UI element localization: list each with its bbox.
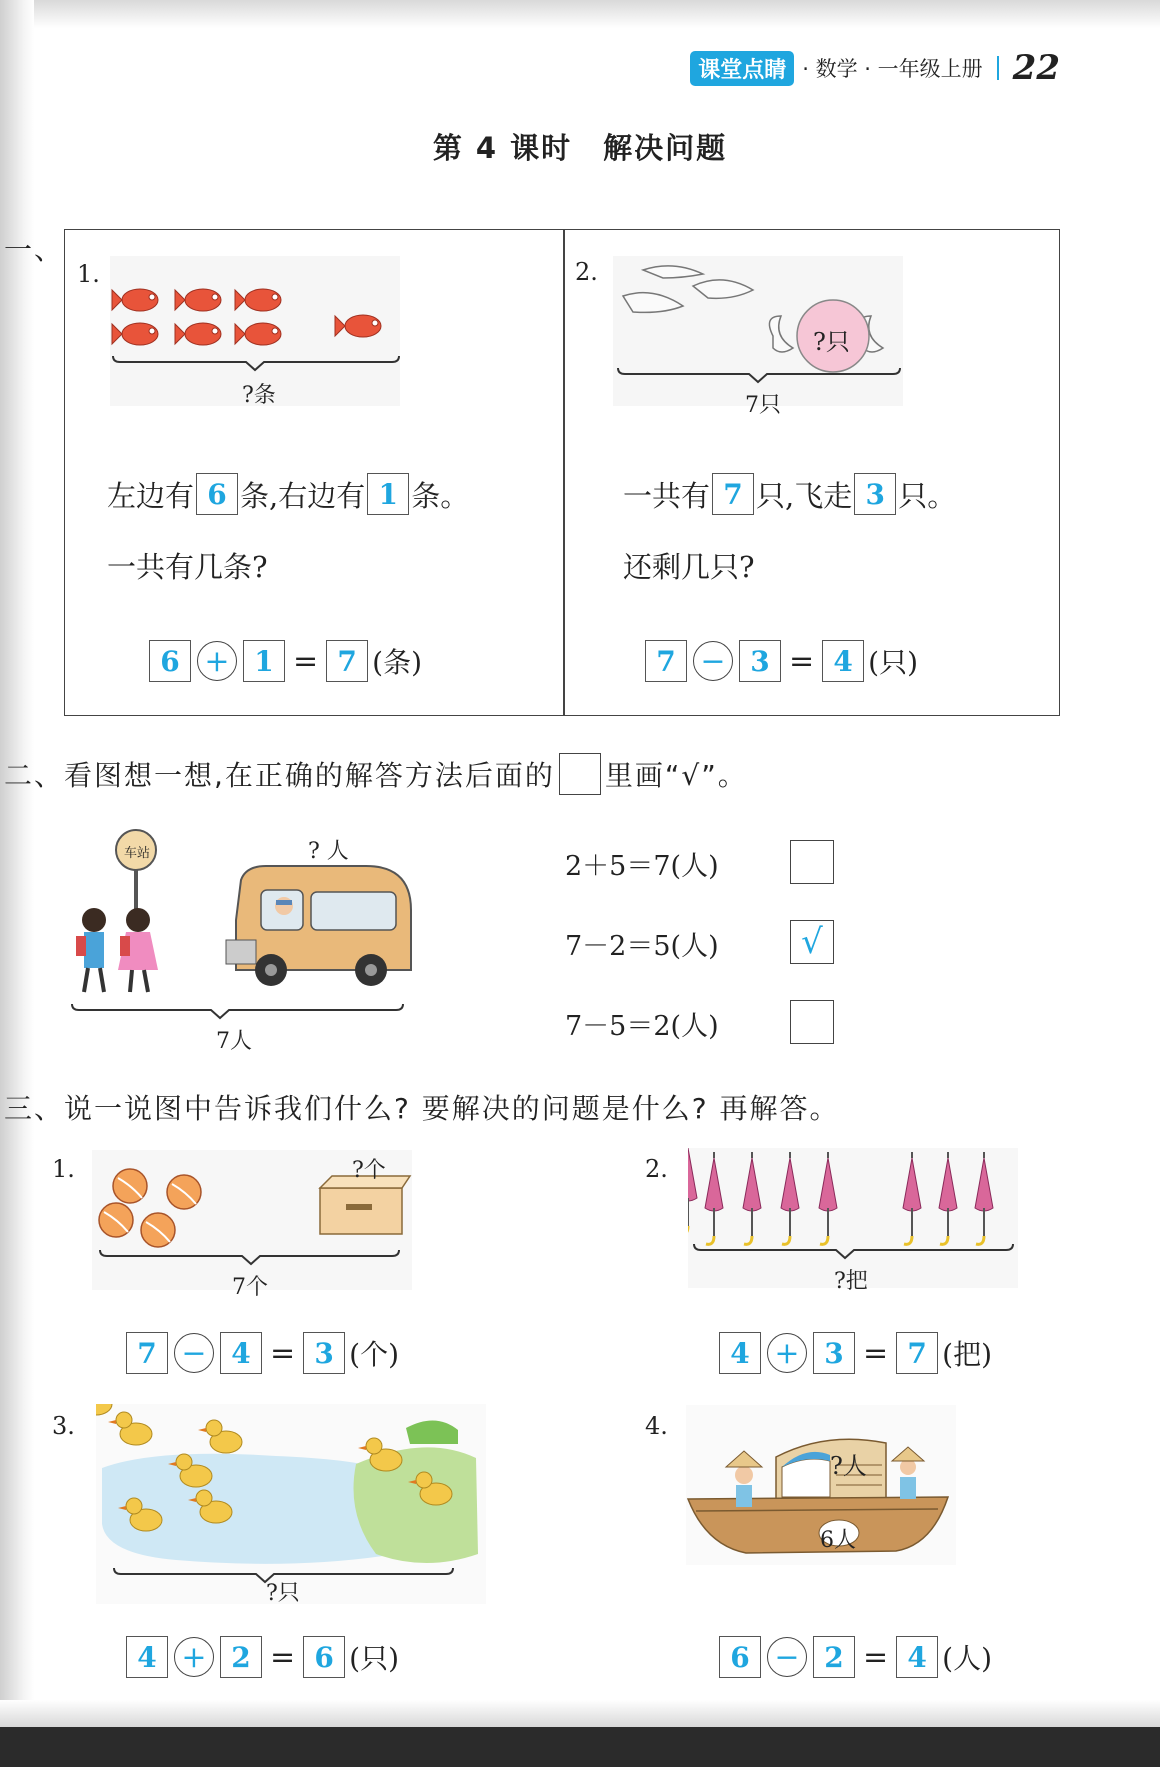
q2-question: 还剩几只? (623, 550, 755, 584)
unit-label: (个) (349, 1338, 399, 1371)
page-number: 22 (1012, 48, 1060, 88)
unit-label: (人) (942, 1642, 992, 1675)
answer-box[interactable]: 4 (896, 1636, 938, 1678)
balls-total-label: 7个 (232, 1275, 268, 1300)
operator-circle[interactable]: − (767, 1637, 807, 1677)
answer-box[interactable]: 1 (367, 473, 409, 515)
unit-label: (把) (942, 1338, 992, 1371)
lesson-title: 第 4 课时 解决问题 (432, 131, 728, 165)
q1-equation (147, 640, 422, 682)
page-header (690, 48, 1060, 88)
text: 条,右边有 (240, 478, 366, 513)
text: 只。 (898, 478, 957, 513)
answer-box[interactable]: 3 (854, 473, 896, 515)
operator-circle[interactable]: − (174, 1333, 214, 1373)
option-checkbox[interactable] (790, 840, 834, 884)
geese-illustration (613, 256, 903, 406)
answer-box[interactable]: 6 (196, 473, 238, 515)
boat-total-label: 6人 (820, 1528, 856, 1553)
viewer-bottom-bar (0, 1727, 1160, 1767)
section-3-title: 三、说一说图中告诉我们什么? 要解决的问题是什么? 再解答。 (4, 1092, 840, 1125)
question-number: 2. (575, 258, 598, 286)
cabin-unknown-label: ?人 (830, 1452, 867, 1480)
option-checkbox[interactable] (790, 1000, 834, 1044)
question-number: 2. (645, 1155, 668, 1183)
geese-remaining-bubble: ?只 (813, 328, 850, 356)
bus-stop-sign: 车站 (124, 846, 151, 861)
answer-box[interactable]: 7 (326, 640, 368, 682)
answer-box[interactable]: 6 (719, 1636, 761, 1678)
answer-box[interactable]: 7 (126, 1332, 168, 1374)
ducks-illustration (96, 1404, 486, 1604)
answer-box[interactable]: 3 (813, 1332, 855, 1374)
text: 里画“√”。 (604, 759, 748, 792)
ducks-total-label: ?只 (266, 1581, 300, 1606)
answer-box[interactable]: 7 (896, 1332, 938, 1374)
page-bottom-shadow (0, 1700, 1160, 1727)
umbrellas-total-label: ?把 (834, 1269, 868, 1294)
equals-sign: = (270, 1335, 296, 1371)
unit-label: (条) (372, 646, 422, 679)
q2-equation (643, 640, 918, 682)
section-1-label: 一、 (4, 233, 65, 266)
section-2-title (4, 753, 748, 795)
example-box (559, 753, 601, 795)
answer-box[interactable]: 3 (739, 640, 781, 682)
unit-label: (只) (349, 1642, 399, 1675)
question-number: 4. (645, 1412, 668, 1440)
equals-sign: = (863, 1639, 889, 1675)
header-divider (997, 56, 999, 80)
s3-q1-equation (124, 1332, 399, 1374)
answer-box[interactable]: 2 (813, 1636, 855, 1678)
text: 二、看图想一想,在正确的解答方法后面的 (4, 759, 555, 792)
answer-box[interactable]: 4 (719, 1332, 761, 1374)
option-checkbox-checked[interactable]: √ (790, 920, 834, 964)
text: 左边有 (107, 478, 195, 513)
answer-box[interactable]: 4 (126, 1636, 168, 1678)
answer-box[interactable]: 4 (822, 640, 864, 682)
operator-circle[interactable]: + (197, 641, 237, 681)
question-number: 1. (77, 260, 100, 288)
unit-label: (只) (868, 646, 918, 679)
s3-q2-equation (717, 1332, 992, 1374)
equals-sign: = (863, 1335, 889, 1371)
option-row: 7－2＝5(人) (565, 931, 719, 962)
answer-box[interactable]: 2 (220, 1636, 262, 1678)
q1-statement (107, 473, 469, 515)
answer-box[interactable]: 6 (149, 640, 191, 682)
text: 只,飞走 (756, 478, 853, 513)
answer-box[interactable]: 6 (303, 1636, 345, 1678)
text: 条。 (411, 478, 470, 513)
q1-question: 一共有几条? (107, 550, 268, 584)
q2-statement (623, 473, 956, 515)
text: 一共有 (623, 478, 711, 513)
box-unknown-label: ?个 (352, 1158, 386, 1183)
bus-people-label: ? 人 (308, 839, 349, 864)
equals-sign: = (293, 643, 319, 679)
brand-badge: 课堂点睛 (690, 51, 794, 86)
section-1-table (64, 229, 1060, 716)
equals-sign: = (789, 643, 815, 679)
operator-circle[interactable]: − (693, 641, 733, 681)
table-divider (563, 230, 565, 715)
s3-q4-equation (717, 1636, 992, 1678)
s3-q3-equation (124, 1636, 399, 1678)
geese-total-label: 7只 (745, 393, 781, 418)
answer-box[interactable]: 3 (303, 1332, 345, 1374)
operator-circle[interactable]: + (767, 1333, 807, 1373)
answer-box[interactable]: 7 (712, 473, 754, 515)
question-number: 3. (52, 1412, 75, 1440)
answer-box[interactable]: 4 (220, 1332, 262, 1374)
answer-box[interactable]: 7 (645, 640, 687, 682)
page-top-shadow (0, 0, 1160, 28)
option-row: 7－5＝2(人) (565, 1011, 719, 1042)
equals-sign: = (270, 1639, 296, 1675)
question-number: 1. (52, 1155, 75, 1183)
total-people-label: 7人 (216, 1029, 252, 1054)
subject-label: · 数学 · 一年级上册 (802, 57, 983, 81)
fish-total-label: ?条 (242, 383, 276, 408)
operator-circle[interactable]: + (174, 1637, 214, 1677)
answer-box[interactable]: 1 (243, 640, 285, 682)
option-row: 2＋5＝7(人) (565, 851, 719, 882)
